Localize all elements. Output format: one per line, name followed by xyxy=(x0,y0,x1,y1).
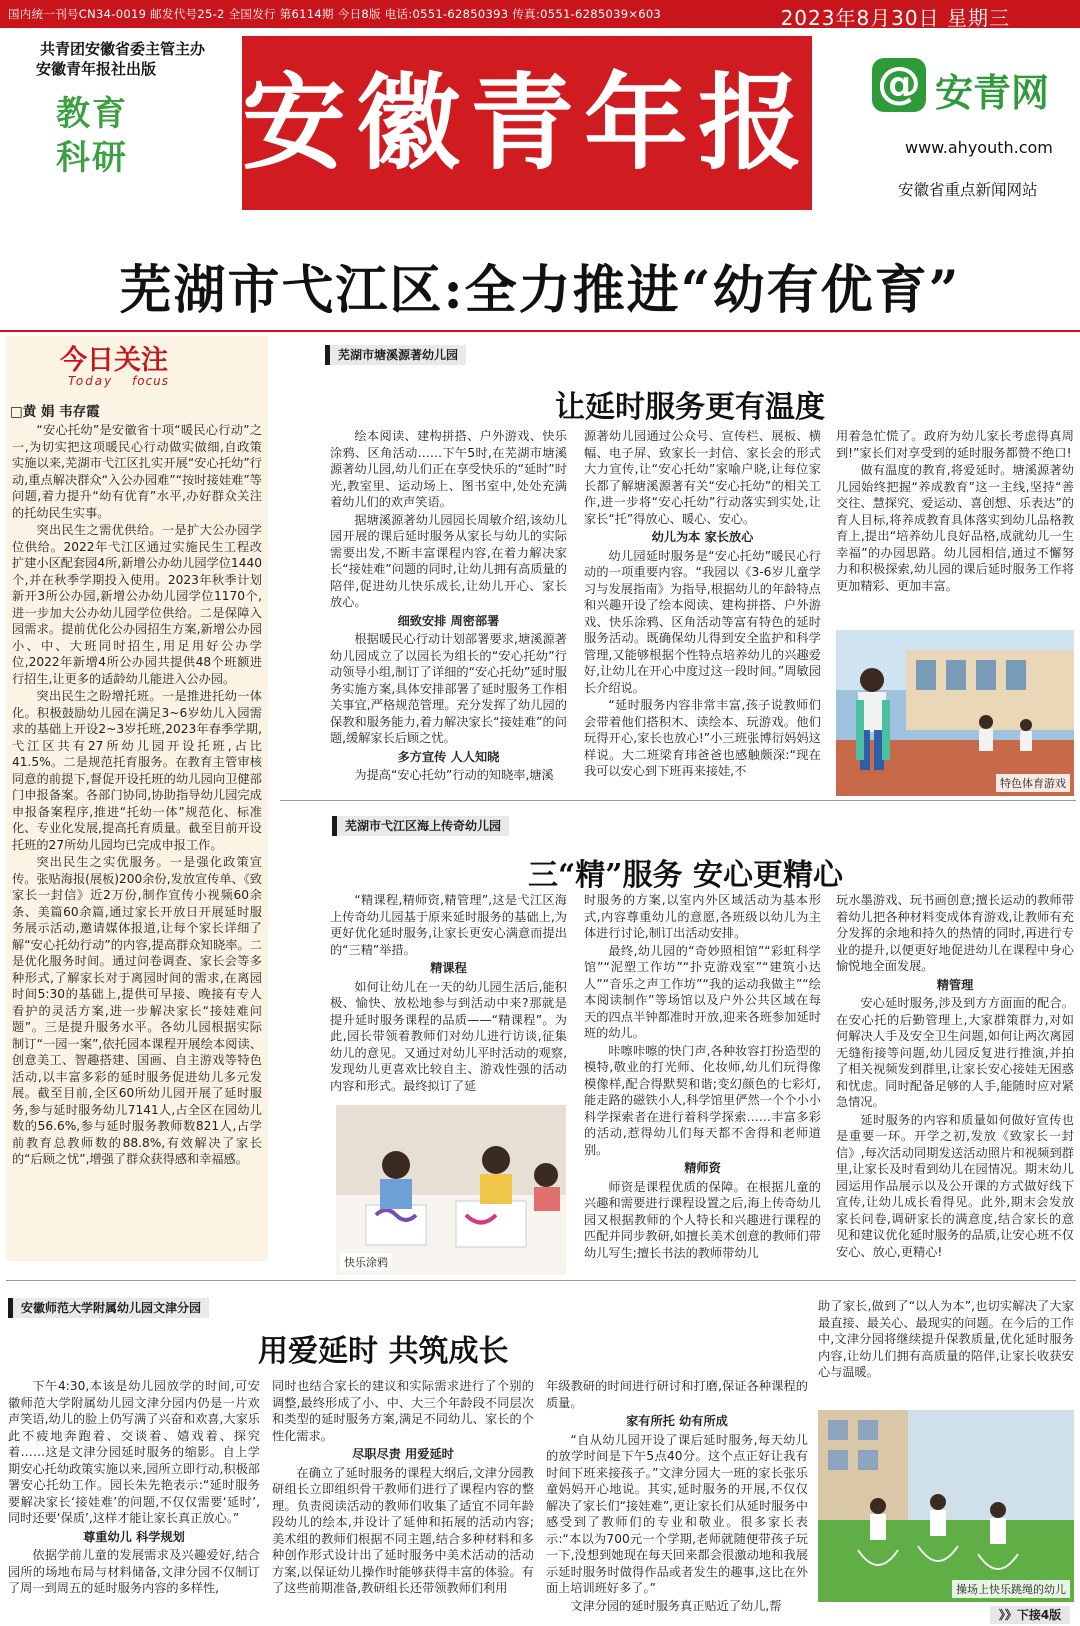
today-focus-body xyxy=(12,422,262,1252)
paragraph: 最终,幼儿园的“奇妙照相馆”“彩虹科学馆”“泥塑工作坊”“扑克游戏室”“建筑小达人”“音乐之声工作坊”“我的运动我做主”“绘本阅读制作”等场馆以及户外公共区域在每天的四点半钟都准时开放,迎来各班参加延时班的幼儿。 xyxy=(584,943,821,1040)
subheading: 家有所托 幼有所成 xyxy=(626,1414,728,1428)
article3-column-1 xyxy=(8,1378,260,1622)
masthead-title: 安徽青年报 xyxy=(242,61,813,184)
paragraph: 依据学前儿童的发展需求及兴趣爱好,结合园所的场地布局与材料储备,文津分园不仅制订了周一到周五的延时服务内容的多样性, xyxy=(8,1548,260,1595)
paragraph: 根据暖民心行动计划部署要求,塘溪源著幼儿园成立了以园长为组长的“安心托幼”行动领导小组,制订了详细的“安心托幼”延时服务实施方案,具体安排部署了延时服务工作相关事宜,严格规范管理。充分发挥了幼儿园的保教和服务能力,着力解决家长“接娃难”的问题,缓解家长后顾之忧。 xyxy=(330,632,567,745)
paragraph: 做有温度的教育,将爱延时。塘溪源著幼儿园始终把握“养成教育”这一主线,坚持“善交往、慧探究、爱运动、喜创想、乐表达”的育人目标,将养成教育具体落实到幼儿品格教育上,提出“培养幼儿良好品格,成就幼儿一生幸福”的办园思路。幼儿园相信,通过不懈努力和积极探索,幼儿园的课后延时服务工作将更加精彩、更加丰富。 xyxy=(836,463,1074,593)
article3-column-4 xyxy=(818,1298,1074,1408)
article2-title: 三“精”服务 安心更精心 xyxy=(528,858,843,893)
article-divider xyxy=(280,800,1076,801)
article1-title: 让延时服务更有温度 xyxy=(555,390,825,425)
paragraph: “精课程,精师资,精管理”,这是弋江区海上传奇幼儿园基于原来延时服务的基础上,为更好优化延时服务,让家长更安心满意而提出的“三精”举措。 xyxy=(330,893,567,957)
headline-divider xyxy=(0,330,1080,332)
children-painting-photo-icon xyxy=(336,1105,566,1275)
paragraph: “自从幼儿园开设了课后延时服务,每天幼儿的放学时间是下午5点40分。这个点正好让我有时间下班来接孩子。”文津分园大一班的家长张乐童妈妈开心地说。其实,延时服务的开展,不仅仅解决了家长们“接娃难”,更让家长们从延时服务中感受到了教师们的专业和敬业。很多家长表示:“本以为700元一个学期,老师就随便带孩子玩一下,没想到她现在每天回来都会很激动地和我展示延时服务时做得作品或者发生的趣事,这比在外面上培训班好多了。” xyxy=(546,1432,808,1595)
today-focus-title: 今日关注 xyxy=(60,345,168,376)
publisher-line: 安徽青年报社出版 xyxy=(36,60,157,78)
issue-date: 2023年8月30日 星期三 xyxy=(780,6,1010,30)
subheading: 多方宣传 人人知晓 xyxy=(397,749,500,764)
paragraph: 如何让幼儿在一天的幼儿园生活后,能积极、愉快、放松地参与到活动中来?那就是提升延时服务课程的品质——“精课程”。为此,园长带领着教师们对幼儿进行访谈,征集幼儿的意见。又通过对幼儿平时活动的观察,发现幼儿更喜欢比较自主、游戏性强的活动内容和形式。最终拟订了延 xyxy=(330,979,567,1093)
article2-photo-caption: 快乐涂鸦 xyxy=(340,1253,392,1271)
paragraph: 师资是课程优质的保障。在根据儿童的兴趣和需要进行课程设置之后,海上传奇幼儿园又根据教师的个人特长和兴趣进行课程的匹配并同步教研,如擅长美术创意的教师们带幼儿写生;擅长书法的教师带幼儿 xyxy=(584,1179,821,1260)
article3-column-3 xyxy=(546,1378,808,1622)
section-label xyxy=(56,92,166,180)
subheading: 精课程 xyxy=(430,961,467,975)
article2-column-2 xyxy=(584,892,821,1277)
article1-column-3 xyxy=(836,428,1074,624)
paragraph: 时服务的方案,以室内外区域活动为基本形式,内容尊重幼儿的意愿,各班级以幼儿为主体进行讨论,制订出活动安排。 xyxy=(584,893,821,940)
article2-tag: 芜湖市弋江区海上传奇幼儿园 xyxy=(332,816,509,836)
section-label-line1: 教育 xyxy=(56,94,128,134)
main-headline: 芜湖市弋江区:全力推进“幼有优育” xyxy=(119,260,961,321)
subheading: 尊重幼儿 科学规划 xyxy=(83,1529,185,1544)
paragraph: 延时服务的内容和质量如何做好宣传也是重要一环。开学之初,发放《致家长一封信》,每次活动同期发送活动照片和视频到群里,让家长及时看到幼儿在园情况。期末幼儿园运用作品展示以及公开课的方式做好线下宣传,让幼儿成长看得见。此外,期末会发放家长问卷,调研家长的满意度,结合家长的意见和建议优化延时服务的品质,让安心班不仅安心、放心,更精心! xyxy=(836,1112,1074,1259)
article2-column-3 xyxy=(836,892,1074,1277)
paragraph: 突出民生之需优供给。一是扩大公办园学位供给。2022年弋江区通过实施民生工程改扩建小区配套园4所,新增公办幼儿园学位1440个,并在秋季学期投入使用。2023年秋季计划新开3所公办园,新增公办幼儿园学位1170个,进一步加大公办幼儿园学位供给。二是保障入园需求。提前优化公办园招生方案,新增公办园小、中、大班同时招生,用足用好公办学位,2022年新增4所公办园共提供48个班额进行招生,让更多的适龄幼儿能进入公办园。 xyxy=(12,523,262,686)
paragraph: 文津分园的延时服务真正贴近了幼儿,帮 xyxy=(570,1598,782,1613)
website-logo-name: 安青网 xyxy=(935,70,1050,115)
continued-on-page: 》》下接4版 xyxy=(990,1606,1070,1624)
paragraph: 咔嚓咔嚓的快门声,各种妆容打扮造型的模特,敬业的打光师、化妆师,幼儿们玩得像模像样,配合得默契和谐;变幻颜色的七彩灯,能走路的磁铁小人,科学馆里俨然一个个小小科学探索者在进行着科学探索……丰富多彩的活动,惹得幼儿们每天都不舍得和老师道别。 xyxy=(584,1043,821,1157)
website-description: 安徽省重点新闻网站 xyxy=(898,181,1038,199)
article1-photo-caption: 特色体育游戏 xyxy=(996,774,1070,792)
paragraph: 源著幼儿园通过公众号、宣传栏、展板、横幅、电子屏、致家长一封信、家长会的形式大力宣传,让“安心托幼”家喻户晓,让每位家长都了解塘溪源著有关“安心托幼”的相关工作,进一步将“安心托幼”行动落实到实处,让家长“托”得放心、暖心、安心。 xyxy=(584,429,821,526)
paragraph: 同时也结合家长的建议和实际需求进行了个别的调整,最终形成了小、中、大三个年龄段不同层次和类型的延时服务方案,满足不同幼儿、家长的个性化需求。 xyxy=(272,1379,534,1443)
paragraph: 幼儿园延时服务是“安心托幼”暖民心行动的一项重要内容。“我园以《3-6岁儿童学习与发展指南》为指导,根据幼儿的年龄特点和兴趣开设了绘本阅读、建构拼搭、户外游戏、快乐涂鸦、区角活动等富有特色的延时服务活动。既确保幼儿得到安全监护和科学管理,又能够根据个性特点培养幼儿的兴趣爱好,让幼儿在开心中度过这一段时间。”周敏园长介绍说。 xyxy=(584,548,821,695)
article1-column-1 xyxy=(330,428,567,796)
article3-title: 用爱延时 共筑成长 xyxy=(258,1334,509,1369)
paragraph: 玩水墨游戏、玩书画创意;擅长运动的教师带着幼儿把各种材料变成体育游戏,让教师有充分发挥的余地和持久的热情的同时,再进行专业的提升,以便更好地促进幼儿在课程中身心愉悦地全面发展。 xyxy=(836,893,1074,973)
section-label-line2: 科研 xyxy=(56,138,128,178)
top-info-bar xyxy=(0,0,1080,28)
article1-tag: 芜湖市塘溪源著幼儿园 xyxy=(325,345,466,365)
sponsor-line: 共青团安徽省委主管主办 xyxy=(40,40,206,58)
children-sports-photo-icon xyxy=(836,630,1074,796)
paragraph: 助了家长,做到了“以人为本”,也切实解决了大家最直接、最关心、最现实的问题。在今后的工作中,文津分园将继续提升保教质量,优化延时服务内容,让幼儿们拥有高质量的陪伴,让家长收获安心与温暖。 xyxy=(818,1299,1074,1379)
paragraph: 突出民生之盼增托班。一是推进托幼一体化。积极鼓励幼儿园在满足3~6岁幼儿入园需求的基础上开设2~3岁托班,2023年春季学期,弋江区共有27所幼儿园开设托班,占比41.5%。二是规范托育服务。在教育主管审核同意的前提下,督促开设托班的幼儿园向卫健部门申报备案。各部门协同,协助指导幼儿园完成申报备案程序,推进“托幼一体”规范化、标准化、专业化发展,提高托育质量。截至目前开设托班的27所幼儿园均已完成申报工作。 xyxy=(12,689,262,852)
article3-photo-caption: 操场上快乐跳绳的幼儿 xyxy=(952,1580,1070,1598)
paragraph: 下午4:30,本该是幼儿园放学的时间,可安徽师范大学附属幼儿园文津分园内仍是一片欢声笑语,幼儿的脸上仍写满了兴奋和欢喜,大家乐此不疲地奔跑着、交谈着、嬉戏着、探究着……这是文津分园延时服务的缩影。自上学期安心托幼政策实施以来,园所立即行动,积极部署安心托幼工作。园长朱先艳表示:“延时服务要解决家长‘接娃难’的问题,不仅仅需要‘延时’,同时还要‘保质’,这样才能让家长真正放心。” xyxy=(8,1379,260,1525)
children-jump-rope-photo-icon xyxy=(818,1410,1074,1602)
article2-photo xyxy=(336,1105,566,1275)
article3-tag: 安徽师范大学附属幼儿园文津分园 xyxy=(8,1298,209,1318)
paragraph: “安心托幼”是安徽省十项“暖民心行动”之一,为切实把这项暖民心行动做实做细,自政策实施以来,芜湖市弋江区扎实开展“安心托幼”行动,重点解决群众“入公办园难”“按时接娃难”等问题,着力提升“幼有优育”水平,办好群众关注的托幼民生实事。 xyxy=(12,423,262,520)
byline: □黄 娟 韦存霞 xyxy=(10,404,100,420)
website-url[interactable]: www.ahyouth.com xyxy=(905,138,1053,157)
subheading: 细致安排 周密部署 xyxy=(397,613,500,628)
article3-column-2 xyxy=(272,1378,534,1622)
article1-column-2 xyxy=(584,428,821,796)
paragraph: 用着急忙慌了。政府为幼儿家长考虑得真周到!”家长们对享受到的延时服务都赞不绝口! xyxy=(836,429,1074,460)
paragraph: 为提高“安心托幼”行动的知晓率,塘溪 xyxy=(354,768,554,782)
issue-info: 国内统一刊号CN34-0019 邮发代号25-2 全国发行 第6114期 今日8版 电话:0551-62850393 传真:0551-6285039×603 xyxy=(8,7,662,21)
subheading: 精管理 xyxy=(936,977,974,992)
subheading: 精师资 xyxy=(684,1161,721,1175)
paragraph: 年级教研的时间进行研讨和打磨,保证各种课程的质量。 xyxy=(546,1379,808,1410)
subheading: 幼儿为本 家长放心 xyxy=(651,530,754,544)
article2-column-1 xyxy=(330,892,567,1102)
subheading: 尽职尽责 用爱延时 xyxy=(352,1447,454,1461)
website-logo-icon: @ xyxy=(872,58,926,112)
article1-photo xyxy=(836,630,1074,796)
article3-photo xyxy=(818,1410,1074,1602)
today-focus-subtitle-2: focus xyxy=(132,374,170,388)
paragraph: 绘本阅读、建构拼搭、户外游戏、快乐涂鸦、区角活动……下午5时,在芜湖市塘溪源著幼儿园,幼儿们正在享受快乐的“延时”时光,教室里、运动场上、图书室中,处处充满着幼儿们的欢声笑语。 xyxy=(330,429,567,509)
today-focus-subtitle: Today xyxy=(68,374,114,388)
paragraph: 突出民生之实优服务。一是强化政策宣传。张贴海报(展板)200余份,发放宣传单、《致家长一封信》近2万份,制作宣传小视频60余条、美篇60余篇,通过家长开放日开展延时服务展示活动,邀请媒体报道,让每个家长详细了解“安心托幼行动”的内容,提高群众知晓率。二是优化服务时间。通过问卷调查、家长会等多种形式,了解家长对于离园时间的需求,在离园时间5:30的基础上,提供可早接、晚接有专人看护的灵活方案,进一步解决家长“接娃难问题”。三是提升服务水平。各幼儿园根据实际制订“一园一案”,依托园本课程开展绘本阅读、创意美工、智趣搭建、国画、自主游戏等特色活动,以丰富多彩的延时服务促进幼儿多元发展。截至目前,全区60所幼儿园开展了延时服务,参与延时服务幼儿7141人,占全区在园幼儿数的56.6%,参与延时服务教师数821人,占学前教育总教师数的88.8%,有效解决了家长的“后顾之忧”,增强了群众获得感和幸福感。 xyxy=(12,855,262,1166)
paragraph: 在确立了延时服务的课程大纲后,文津分园教研组长立即组织骨干教师们进行了课程内容的整理。负责阅读活动的教师们收集了适宜不同年龄段幼儿的绘本,并设计了延伸和拓展的活动内容;美术组的教师们根据不同主题,结合多种材料和多种创作形式设计出了延时服务中美术活动的活动方案,以保证幼儿操作时能够获得丰富的体验。有了这些前期准备,教研组长还带领教师们利用 xyxy=(272,1465,534,1595)
paragraph: 据塘溪源著幼儿园园长周敏介绍,该幼儿园开展的课后延时服务从家长与幼儿的实际需要出发,不断丰富课程内容,在着力解决家长“接娃难”问题的同时,让幼儿拥有高质量的陪伴,促进幼儿快乐成长,让幼儿开心、家长放心。 xyxy=(330,512,567,609)
masthead xyxy=(242,36,812,210)
article-divider xyxy=(6,1280,1076,1281)
paragraph: “延时服务内容非常丰富,孩子说教师们会带着他们搭积木、读绘本、玩游戏。他们玩得开心,家长也放心!”小三班张博衍妈妈这样说。大二班梁育玮爸爸也感触颇深:“现在我可以安心到下班再来接娃,不 xyxy=(584,698,821,778)
paragraph: 安心延时服务,涉及到方方面面的配合。在安心托的后勤管理上,大家群策群力,对如何解决人手及安全卫生问题,如何让两次离园无缝衔接等问题,幼儿园反复进行推演,并拍了相关视频发到群里,让家长安心接娃无困惑和忧虑。同时配备足够的人手,能随时应对紧急情况。 xyxy=(836,996,1074,1109)
